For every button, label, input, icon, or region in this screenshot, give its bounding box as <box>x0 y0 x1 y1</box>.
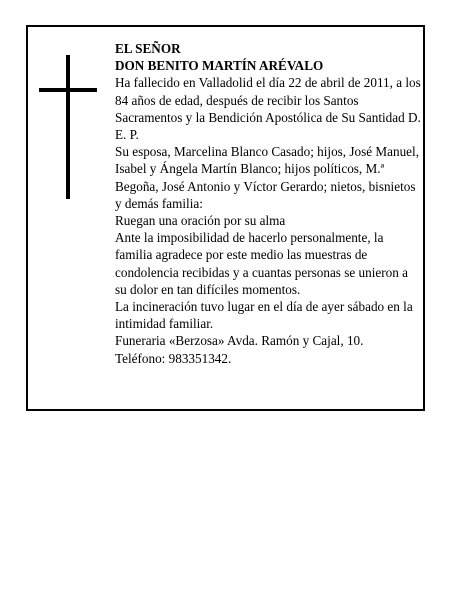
family-thanks: Ante la imposibilidad de hacerlo personalmente, la familia agradece por este medio las muestras de condolencia recibidas y a cuantas personas se unieron a su dolor en tan difíciles momentos. <box>115 230 408 297</box>
prayer-request: Ruegan una oración por su alma <box>115 213 286 229</box>
family-list: Su esposa, Marcelina Blanco Casado; hijos, José Manuel, Isabel y Ángela Martín Blanco; hijos políticos, M.ª Begoña, José Antonio y Víctor Gerardo; nietos, bisnietos y demás familia: <box>115 144 419 211</box>
funeral-home: Funeraria «Berzosa» Avda. Ramón y Cajal, 10. <box>115 333 364 349</box>
obituary-notice <box>26 25 425 411</box>
cross-icon <box>39 55 97 199</box>
notice-text <box>115 40 421 367</box>
notice-title-line-1: EL SEÑOR <box>115 41 181 56</box>
phone-number: Teléfono: 983351342. <box>115 350 232 366</box>
notice-title-line-2: DON BENITO MARTÍN ARÉVALO <box>115 58 324 74</box>
cross-horizontal-bar <box>39 88 97 92</box>
cremation-note: La incineración tuvo lugar en el día de ayer sábado en la intimidad familiar. <box>115 299 413 332</box>
death-announcement: Ha fallecido en Valladolid el día 22 de abril de 2011, a los 84 años de edad, después de recibir los Santos Sacramentos y la Bendición Apostólica de Su Santidad D. E. P. <box>115 75 421 143</box>
cross-vertical-bar <box>66 55 70 199</box>
